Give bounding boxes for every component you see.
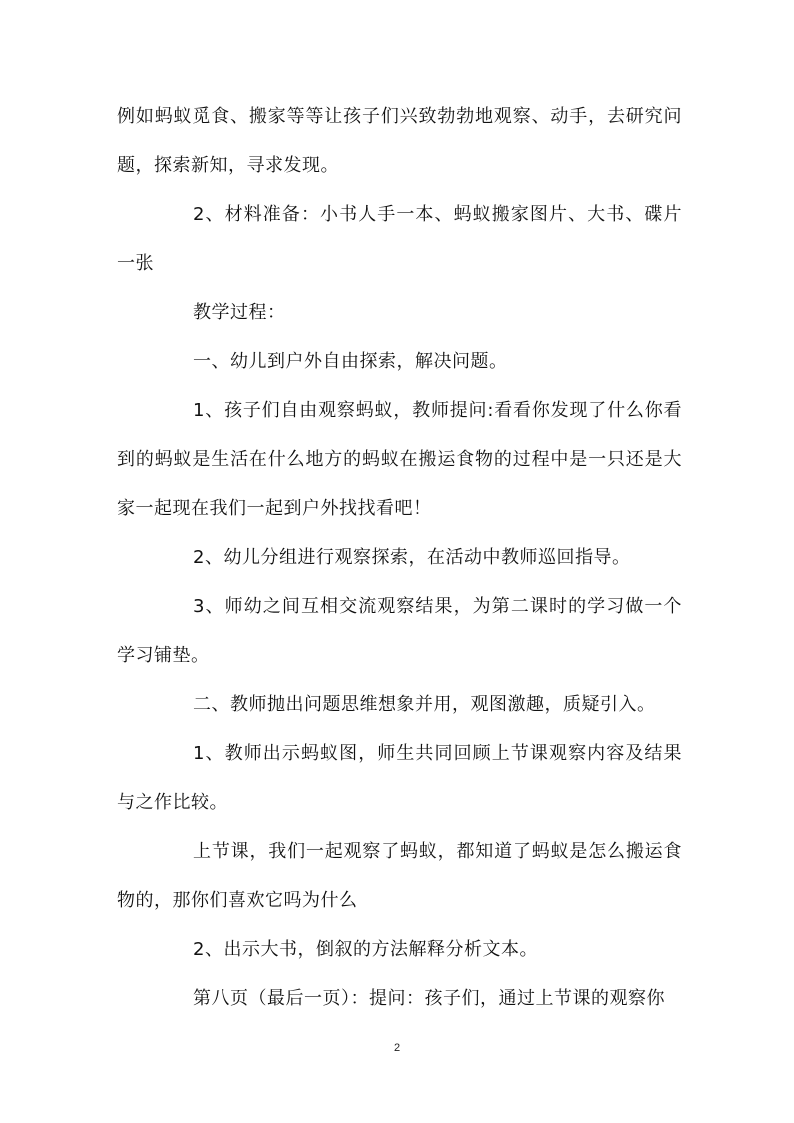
paragraph-1: 例如蚂蚁觅食、搬家等等让孩子们兴致勃勃地观察、动手，去研究问题，探索新知，寻求发现。 (117, 106, 682, 176)
paragraph-9: 1、教师出示蚂蚁图，师生共同回顾上节课观察内容及结果与之作比较。 (117, 743, 682, 813)
paragraph-7: 3、师幼之间互相交流观察结果，为第二课时的学习做一个学习铺垫。 (117, 596, 682, 666)
page-number: 2 (393, 1042, 401, 1054)
paragraph-12: 第八页（最后一页）：提问：孩子们，通过上节课的观察你 (193, 988, 665, 1009)
paragraph-2: 2、材料准备：小书人手一本、蚂蚁搬家图片、大书、碟片一张 (117, 204, 682, 274)
paragraph-5: 1、孩子们自由观察蚂蚁，教师提问:看看你发现了什么你看到的蚂蚁是生活在什么地方的蚂蚁在搬运食物的过程中是一只还是大家一起现在我们一起到户外找找看吧！ (117, 400, 682, 519)
document-body (117, 92, 682, 1023)
paragraph-10: 上节课，我们一起观察了蚂蚁，都知道了蚂蚁是怎么搬运食物的，那你们喜欢它吗为什么 (117, 841, 682, 911)
paragraph-8: 二、教师抛出问题思维想象并用，观图激趣，质疑引入。 (193, 694, 656, 715)
paragraph-6: 2、幼儿分组进行观察探索，在活动中教师巡回指导。 (193, 547, 631, 568)
paragraph-3: 教学过程： (193, 302, 286, 323)
paragraph-4: 一、幼儿到户外自由探索，解决问题。 (193, 351, 508, 372)
paragraph-11: 2、出示大书，倒叙的方法解释分析文本。 (193, 939, 538, 960)
